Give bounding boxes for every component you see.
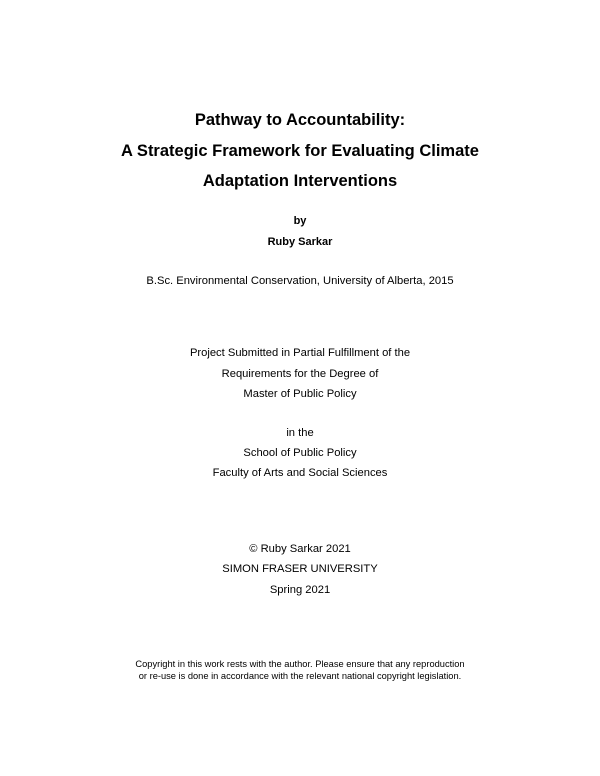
university-name: SIMON FRASER UNIVERSITY bbox=[222, 563, 378, 575]
term-date: Spring 2021 bbox=[269, 584, 331, 596]
title-line-2: A Strategic Framework for Evaluating Climate bbox=[121, 142, 479, 160]
copyright-line: © Ruby Sarkar 2021 bbox=[249, 543, 351, 555]
author-by: by bbox=[293, 215, 307, 227]
department-line-3: Faculty of Arts and Social Sciences bbox=[212, 467, 388, 479]
copyright-notice-line-1: Copyright in this work rests with the author. Please ensure that any reproduction bbox=[135, 659, 465, 669]
copyright-notice-line-2: or re-use is done in accordance with the relevant national copyright legislation. bbox=[138, 671, 462, 681]
submission-line-2: Requirements for the Degree of bbox=[221, 368, 379, 380]
department-line-2: School of Public Policy bbox=[243, 447, 357, 459]
prior-degree: B.Sc. Environmental Conservation, University of Alberta, 2015 bbox=[146, 275, 454, 287]
title-line-1: Pathway to Accountability: bbox=[194, 111, 406, 129]
submission-line-3: Master of Public Policy bbox=[243, 388, 357, 400]
author-name: Ruby Sarkar bbox=[267, 236, 333, 248]
submission-line-1: Project Submitted in Partial Fulfillment of the bbox=[189, 347, 411, 359]
department-line-1: in the bbox=[286, 427, 314, 439]
title-line-3: Adaptation Interventions bbox=[202, 172, 398, 190]
